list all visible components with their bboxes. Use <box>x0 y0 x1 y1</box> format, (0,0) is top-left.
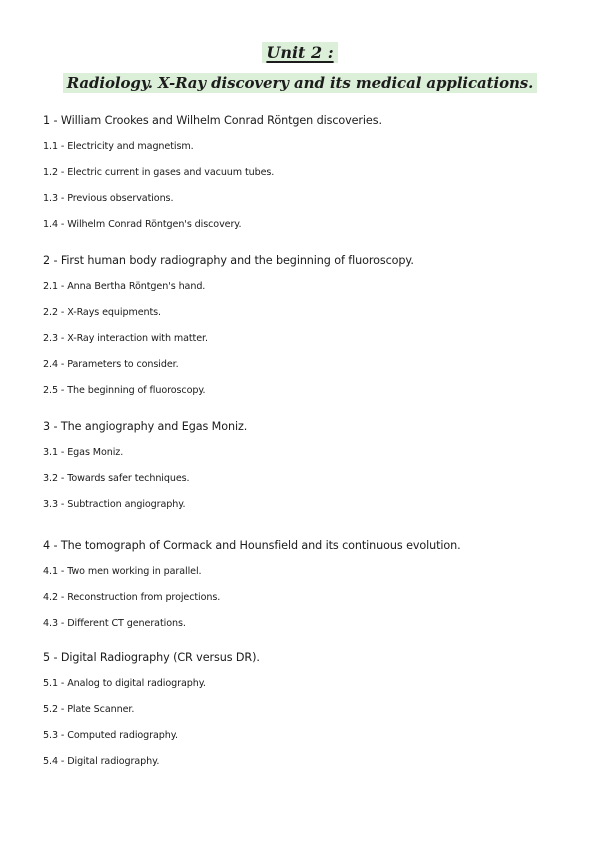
section-item: 5.1 - Analog to digital radiography. <box>43 678 206 689</box>
section-item: 5.2 - Plate Scanner. <box>43 704 135 715</box>
section-item: 1.2 - Electric current in gases and vacuum tubes. <box>43 167 275 178</box>
section-item: 1.3 - Previous observations. <box>43 193 174 204</box>
section-item: 1.1 - Electricity and magnetism. <box>43 141 194 152</box>
title-block <box>0 42 600 93</box>
section-item: 5.3 - Computed radiography. <box>43 730 178 741</box>
section-heading: 5 - Digital Radiography (CR versus DR). <box>43 651 260 664</box>
section-4 <box>43 538 563 635</box>
section-3 <box>43 419 563 516</box>
section-item: 4.2 - Reconstruction from projections. <box>43 592 221 603</box>
section-item: 3.2 - Towards safer techniques. <box>43 473 190 484</box>
section-item: 4.3 - Different CT generations. <box>43 618 186 629</box>
section-item: 2.5 - The beginning of fluoroscopy. <box>43 385 206 396</box>
section-heading: 4 - The tomograph of Cormack and Hounsfield and its continuous evolution. <box>43 539 461 552</box>
section-item: 3.1 - Egas Moniz. <box>43 447 124 458</box>
section-5 <box>43 650 563 773</box>
section-2 <box>43 253 563 402</box>
section-heading: 1 - William Crookes and Wilhelm Conrad Röntgen discoveries. <box>43 114 382 127</box>
section-item: 1.4 - Wilhelm Conrad Röntgen's discovery. <box>43 219 242 230</box>
section-item: 2.3 - X-Ray interaction with matter. <box>43 333 208 344</box>
section-item: 4.1 - Two men working in parallel. <box>43 566 202 577</box>
section-item: 3.3 - Subtraction angiography. <box>43 499 186 510</box>
section-1 <box>43 113 563 236</box>
section-item: 2.4 - Parameters to consider. <box>43 359 179 370</box>
unit-subtitle: Radiology. X-Ray discovery and its medical applications. <box>63 73 538 93</box>
unit-title: Unit 2 : <box>262 42 337 63</box>
section-item: 2.1 - Anna Bertha Röntgen's hand. <box>43 281 206 292</box>
section-heading: 3 - The angiography and Egas Moniz. <box>43 420 248 433</box>
section-item: 2.2 - X-Rays equipments. <box>43 307 161 318</box>
section-item: 5.4 - Digital radiography. <box>43 756 160 767</box>
table-of-contents <box>43 113 563 790</box>
section-heading: 2 - First human body radiography and the beginning of fluoroscopy. <box>43 254 414 267</box>
